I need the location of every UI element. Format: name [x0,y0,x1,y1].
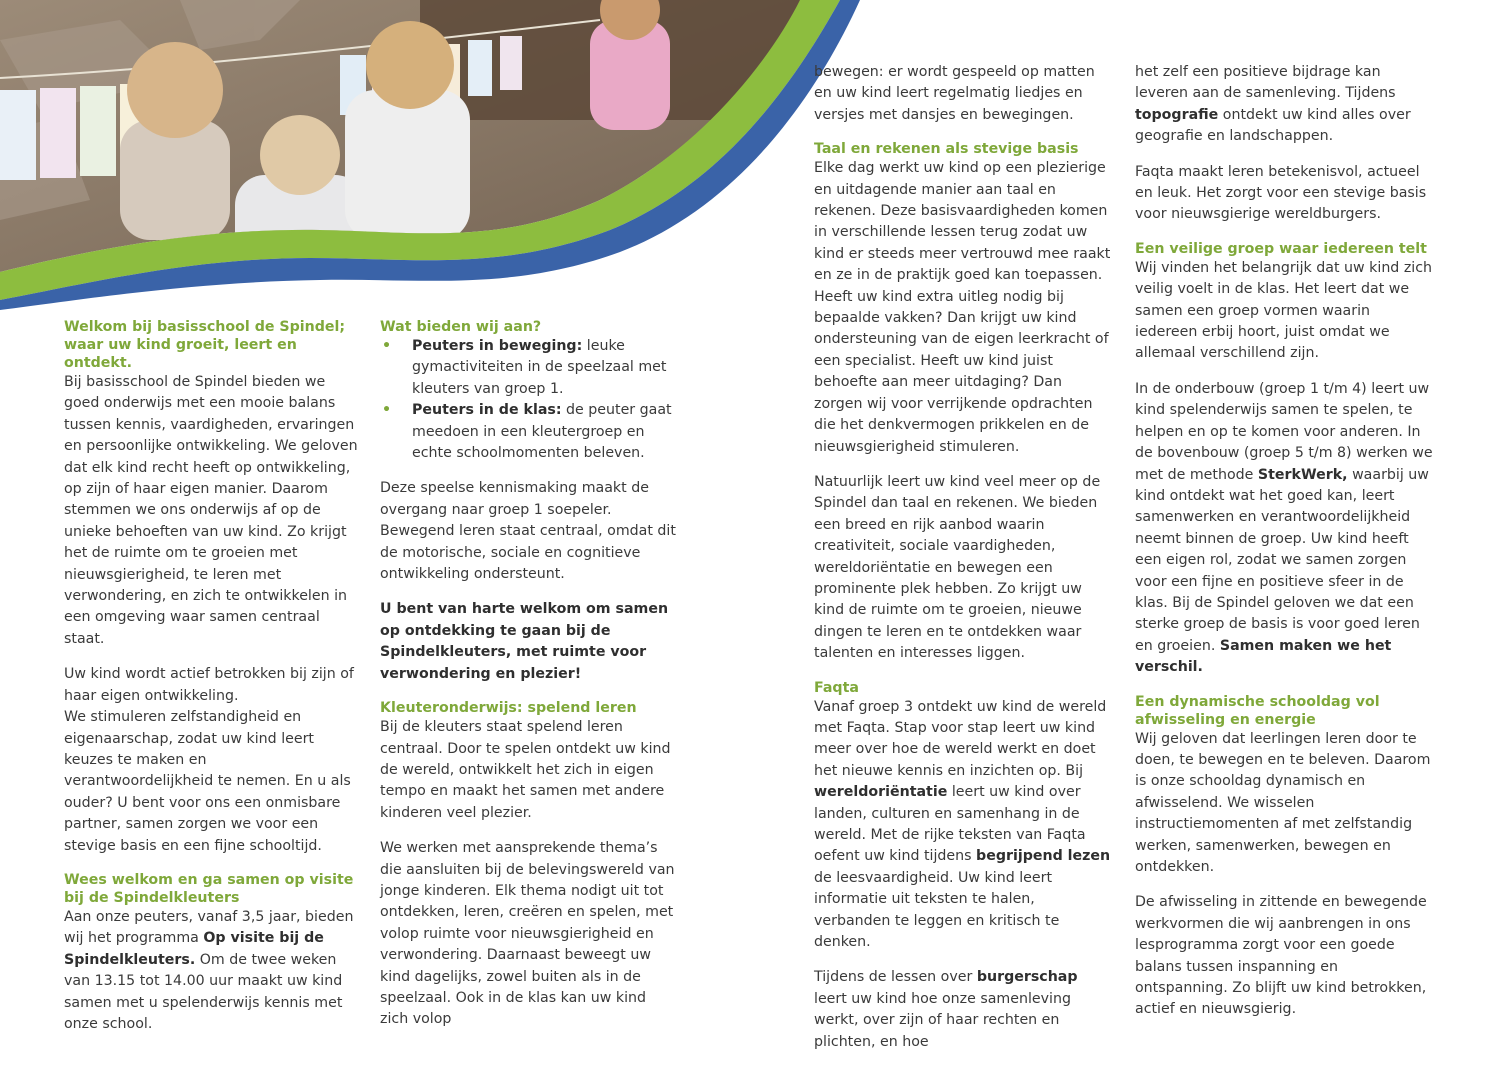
paragraph-betrokken: Uw kind wordt actief betrokken bij zijn of haar eigen ontwikkeling. [64,666,354,704]
paragraph-faqta-betekenisvol: Faqta maakt leren betekenisvol, actueel en leuk. Het zorgt voor een stevige basis voor nieuwsgierige wereldburgers. [1135,163,1427,223]
heading-dynamische-schooldag: Een dynamische schooldag vol afwisseling en energie [1135,693,1380,728]
column-4 [1135,62,1435,1021]
paragraph-spelend-leren: Bij de kleuters staat spelend leren centraal. Door te spelen ontdekt uw kind de wereld, ontwikkelt het zich in eigen tempo en maakt het samen met andere kinderen veel plezier. [380,719,671,821]
paragraph-onderbouw-bovenbouw: In de onderbouw (groep 1 t/m 4) leert uw kind spelenderwijs samen te spelen, te helpen en op te komen voor anderen. In de bovenbouw (groep 5 t/m 8) werken we met de methode SterkWerk, waarbij uw kind ontdekt wat het goed kan, leert samenwerken en verantwoordelijkheid neemt binnen de groep. Uw kind heeft een eigen rol, zodat we samen zorgen voor een fijne en positieve sfeer in de klas. Bij de Spindel geloven we dat een sterke groep de basis is voor goed leren en groeien. Samen maken we het verschil. [1135,380,1433,676]
paragraph-veilig: Wij vinden het belangrijk dat uw kind zich veilig voelt in de klas. Het leert dat we samen een groep vormen waarin iedereen erbij hoort, juist omdat we allemaal verschillend zijn. [1135,259,1433,362]
hero-photo [0,0,860,310]
heading-veilige-groep: Een veilige groep waar iedereen telt [1135,240,1427,257]
paragraph-kennismaking: Deze speelse kennismaking maakt de overgang naar groep 1 soepeler. Bewegend leren staat centraal, omdat dit de motorische, sociale en cognitieve ontwikkeling ondersteunt. [380,480,676,583]
paragraph-faqta: Vanaf groep 3 ontdekt uw kind de wereld met Faqta. Stap voor stap leert uw kind meer over hoe de wereld werkt en doet het nieuwe kennis en inzichten op. Bij wereldoriëntatie leert uw kind over landen, culturen en samenhang in de wereld. Met de rijke teksten van Faqta oefent uw kind tijdens begrijpend lezen de leesvaardigheid. Uw kind leert informatie uit teksten te halen, verbanden te leggen en kritisch te denken. [814,698,1111,951]
paragraph-leren-door-doen: Wij geloven dat leerlingen leren door te doen, te bewegen en te beleven. Daarom is onze schooldag dynamisch en afwisselend. We wisselen instructiemomenten af met zelfstandig werken, samenwerken, bewegen en ontdekken. [1135,730,1431,875]
heading-taal-rekenen: Taal en rekenen als stevige basis [814,141,1079,158]
list-item: • Peuters in de klas: de peuter gaat meedoen in een kleutergroep en echte schoolmomenten beleven. [380,400,676,464]
heading-kleuteronderwijs: Kleuteronderwijs: spelend leren [380,700,637,717]
list-item: • Peuters in beweging: leuke gymactiviteiten in de speelzaal met kleuters van groep 1. [380,336,676,400]
paragraph-topografie: het zelf een positieve bijdrage kan leveren aan de samenleving. Tijdens topografie ontdekt uw kind alles over geografie en landschappen. [1135,64,1411,145]
paragraph-intro: Bij basisschool de Spindel bieden we goed onderwijs met een mooie balans tussen kennis, vaardigheden, ervaringen en persoonlijke ontwikkeling. We geloven dat elk kind recht heeft op ontwikkeling, op zijn of haar eigen manier. Daarom stemmen we ons onderwijs af op de unieke behoeften van uw kind. Zo krijgt het de ruimte om te groeien met nieuwsgierigheid, te leren met verwondering, en zich te ontwikkelen in een omgeving waar samen centraal staat. [64,374,358,647]
paragraph-zelfstandigheid: We stimuleren zelfstandigheid en eigenaarschap, zodat uw kind leert keuzes te maken en verantwoordelijkheid te nemen. En u als ouder? U bent voor ons een onmisbare partner, samen zorgen we voor een stevige basis en een fijne schooltijd. [64,709,351,854]
heading-welkom: Welkom bij basisschool de Spindel; waar uw kind groeit, leert en ontdekt. [64,319,346,371]
heading-op-visite: Wees welkom en ga samen op visite bij de Spindelkleuters [64,871,354,906]
paragraph-breed-aanbod: Natuurlijk leert uw kind veel meer op de Spindel dan taal en rekenen. We bieden een breed en rijk aanbod waarin creativiteit, sociale vaardigheden, wereldoriëntatie en bewegen een prominente plek hebben. Zo krijgt uw kind de ruimte om te groeien, nieuwe dingen te leren en te ontdekken waar talenten en interesses liggen. [814,473,1101,662]
paragraph-peuters: Aan onze peuters, vanaf 3,5 jaar, bieden wij het programma Op visite bij de Spindelkleuters. Om de twee weken van 13.15 tot 14.00 uur maakt uw kind samen met u spelenderwijs kennis met onze school. [64,908,354,1032]
paragraph-taal-rekenen: Elke dag werkt uw kind op een plezierige en uitdagende manier aan taal en rekenen. Deze basisvaardigheden komen in verschillende lessen terug zodat uw kind er steeds meer vertrouwd mee raakt en ze in de praktijk goed kan toepassen. Heeft uw kind extra uitleg nodig bij bepaalde vakken? Dan krijgt uw kind ondersteuning van de eigen leerkracht of een specialist. Heeft uw kind juist behoefte aan meer uitdaging? Dan zorgen wij voor verrijkende opdrachten die het denkvermogen prikkelen en de nieuwsgierigheid stimuleren. [814,160,1111,455]
heading-wat-bieden: Wat bieden wij aan? [380,319,542,335]
paragraph-burgerschap: Tijdens de lessen over burgerschap leert uw kind hoe onze samenleving werkt, over zijn of haar rechten en plichten, en hoe [814,969,1078,1050]
paragraph-welkom-bold: U bent van harte welkom om samen op ontdekking te gaan bij de Spindelkleuters, met ruimte voor verwondering en plezier! [380,601,669,682]
column-2 [380,318,676,1045]
child-pink [590,0,670,130]
paragraph-themas: We werken met aansprekende thema’s die aansluiten bij de belevingswereld van jonge kinderen. Elk thema nodigt uit tot ontdekken, leren, creëren en spelen, met volop ruimte voor nieuwsgierigheid en verwondering. Daarnaast beweegt uw kind dagelijks, zowel buiten als in de speelzaal. Ook in de klas kan uw kind zich volop [380,840,675,1028]
offer-list [380,336,676,464]
paragraph-bewegen: bewegen: er wordt gespeeld op matten en uw kind leert regelmatig liedjes en versjes met dansjes en bewegingen. [814,64,1095,123]
paragraph-afwisseling: De afwisseling in zittende en bewegende werkvormen die wij aanbrengen in ons lesprogramma zorgt voor een goede balans tussen inspanning en ontspanning. Zo blijft uw kind betrokken, actief en nieuwsgierig. [1135,894,1427,1018]
program-name: Op visite bij de Spindelkleuters. [64,930,324,968]
heading-faqta: Faqta [814,679,859,696]
column-1 [64,318,360,1049]
column-3 [814,62,1114,1067]
child-left [120,42,230,240]
